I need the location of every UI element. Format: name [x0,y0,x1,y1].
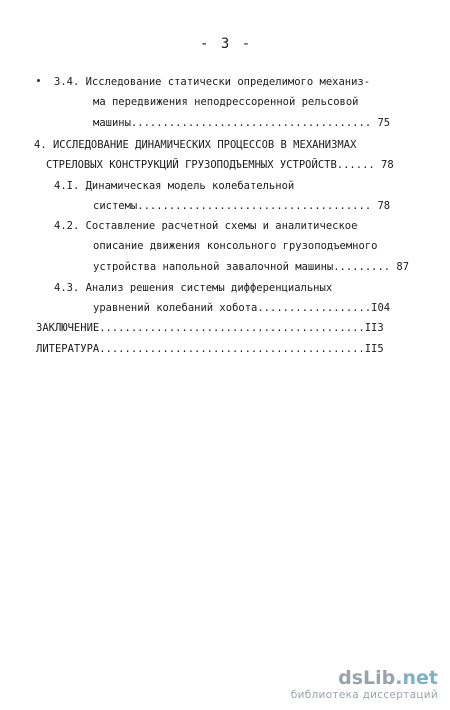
toc-line: ЗАКЛЮЧЕНИЕ..........................................II3 [36,322,384,334]
toc-line: описание движения консольного грузоподъемного [93,240,378,252]
toc-line: 4.2. Составление расчетной схемы и аналитическое [54,220,358,232]
watermark-logo: dsLib.net [338,667,438,689]
toc-line: 4.3. Анализ решения системы дифференциальных [54,282,333,294]
margin-dot [37,79,40,82]
watermark [291,667,438,702]
toc-line: ЛИТЕРАТУРА..........................................II5 [36,343,384,355]
toc-line: системы..................................... 78 [93,200,391,212]
toc-line: 3.4. Исследование статически определимого механиз- [54,76,371,88]
toc-line: СТРЕЛОВЫХ КОНСТРУКЦИЙ ГРУЗОПОДЪЕМНЫХ УСТРОЙСТВ...... 78 [46,159,394,171]
toc-line: устройства напольной завалочной машины......... 87 [93,261,410,273]
toc-line: ма передвижения неподрессоренной рельсовой [93,96,359,108]
watermark-subtitle: библиотека диссертаций [290,689,438,701]
toc-line: машины...................................... 75 [93,117,391,129]
page-number: - 3 - [200,36,253,52]
toc-line: 4.I. Динамическая модель колебательной [54,180,295,192]
toc-line: уравнений колебаний хобота..................I04 [93,302,391,314]
toc-line: 4. ИССЛЕДОВАНИЕ ДИНАМИЧЕСКИХ ПРОЦЕССОВ В МЕХАНИЗМАХ [34,139,357,151]
